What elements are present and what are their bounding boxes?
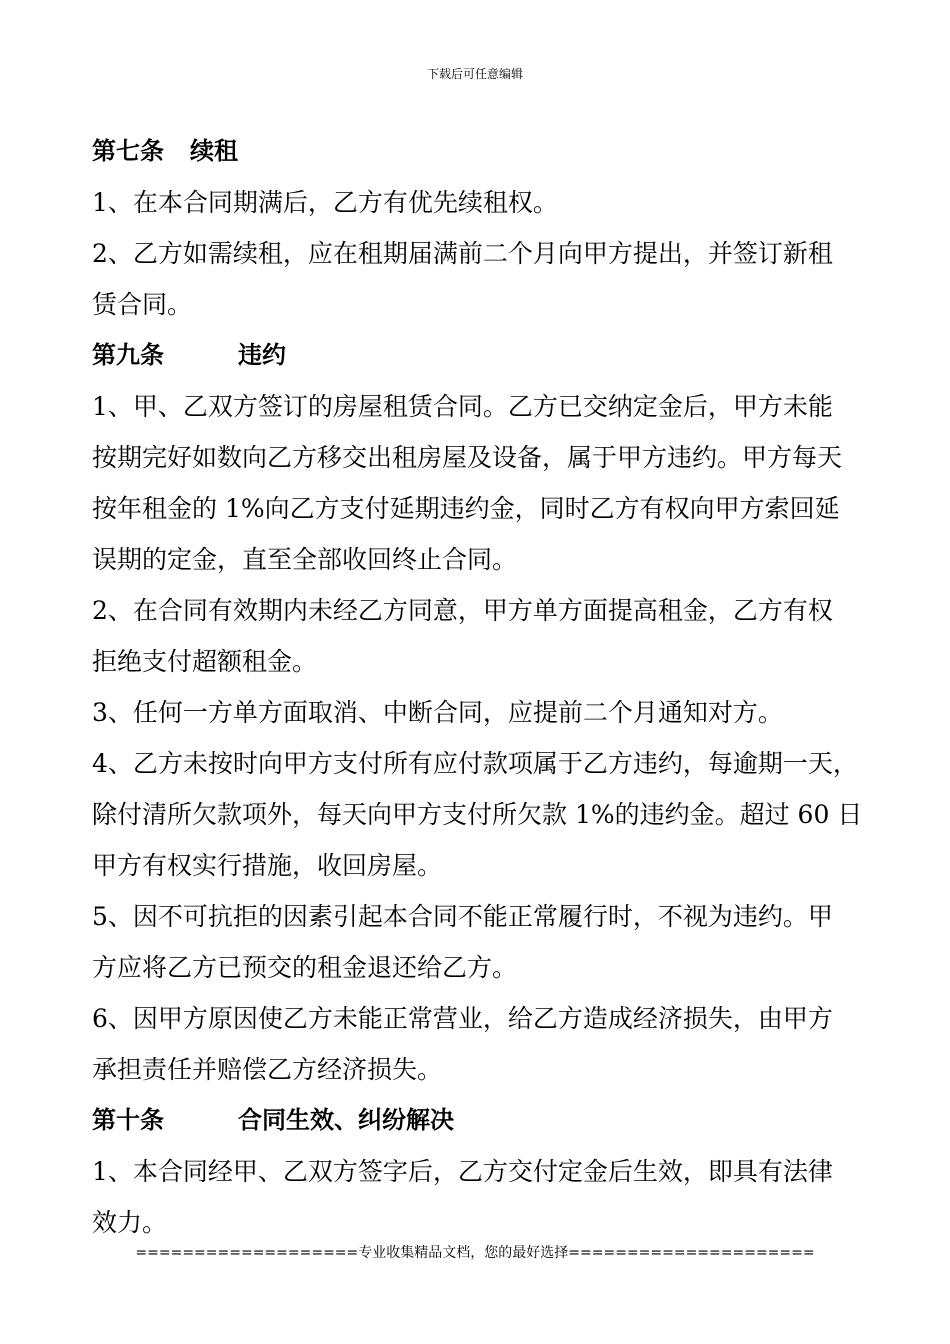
article-7-line: 赁合同。 (92, 290, 193, 319)
article-9-line: 6、因甲方原因使乙方未能正常营业，给乙方造成经济损失，由甲方 (92, 1004, 833, 1033)
article-9-heading (92, 330, 872, 381)
article-7-title: 续租 (190, 137, 238, 165)
article-9-line: 除付清所欠款项外，每天向甲方支付所欠款 1%的违约金。超过 60 日 (92, 800, 863, 829)
article-7-label: 第七条 (92, 137, 164, 165)
article-9-line: 甲方有权实行措施，收回房屋。 (92, 851, 443, 880)
article-7-line: 1、在本合同期满后，乙方有优先续租权。 (92, 188, 558, 217)
article-10-heading (92, 1095, 872, 1146)
article-9-line: 3、任何一方单方面取消、中断合同，应提前二个月通知对方。 (92, 698, 783, 727)
article-7-heading (92, 126, 872, 177)
article-10-title: 合同生效、纠纷解决 (238, 1106, 454, 1134)
document-body (92, 126, 872, 1248)
article-9-line: 4、乙方未按时向甲方支付所有应付款项属于乙方违约，每逾期一天， (92, 749, 858, 778)
article-9-title: 违约 (238, 341, 286, 369)
article-10-label: 第十条 (92, 1106, 164, 1134)
page-footer: ===================专业收集精品文档，您的最好选择===================== (135, 1245, 815, 1261)
article-9-line: 按年租金的 1%向乙方支付延期违约金，同时乙方有权向甲方索回延 (92, 494, 840, 523)
article-9-line: 按期完好如数向乙方移交出租房屋及设备，属于甲方违约。甲方每天 (92, 443, 843, 472)
page-header: 下载后可任意编辑 (426, 67, 523, 81)
article-10-line: 1、本合同经甲、乙双方签字后，乙方交付定金后生效，即具有法律 (92, 1157, 833, 1186)
article-9-line: 方应将乙方已预交的租金退还给乙方。 (92, 953, 518, 982)
article-9-line: 误期的定金，直至全部收回终止合同。 (92, 545, 518, 574)
article-9-line: 承担责任并赔偿乙方经济损失。 (92, 1055, 443, 1084)
article-9-line: 2、在合同有效期内未经乙方同意，甲方单方面提高租金，乙方有权 (92, 596, 833, 625)
article-9-line: 1、甲、乙双方签订的房屋租赁合同。乙方已交纳定金后，甲方未能 (92, 392, 833, 421)
article-10-line: 效力。 (92, 1208, 168, 1237)
article-7-line: 2、乙方如需续租，应在租期届满前二个月向甲方提出，并签订新租 (92, 239, 833, 268)
article-9-label: 第九条 (92, 341, 164, 369)
article-9-line: 5、因不可抗拒的因素引起本合同不能正常履行时，不视为违约。甲 (92, 902, 833, 931)
article-9-line: 拒绝支付超额租金。 (92, 647, 318, 676)
